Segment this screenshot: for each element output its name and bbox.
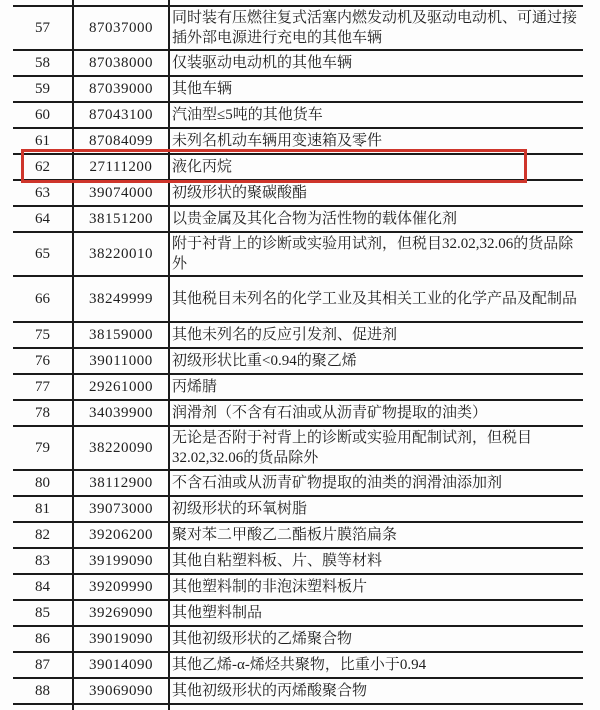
table-row [13, 626, 583, 652]
row-number-cell: 66 [13, 276, 73, 322]
description-cell: 丙烯腈 [172, 379, 218, 395]
description-cell: 其他初级形状的丙烯酸聚合物 [172, 683, 368, 699]
row-number-cell: 87 [13, 652, 73, 678]
column-divider-tick [168, 705, 170, 710]
hs-code-cell: 38112900 [73, 470, 169, 496]
table-row [13, 76, 583, 102]
table-row [13, 276, 583, 322]
description-cell: 汽油型≤5吨的其他货车 [172, 107, 323, 123]
description-cell: 其他初级形状的乙烯聚合物 [172, 631, 353, 647]
hs-code-cell: 38151200 [73, 206, 169, 232]
hs-code-cell: 39269090 [73, 600, 169, 626]
table-row [13, 400, 583, 426]
tariff-table [13, 5, 583, 705]
description-cell: 其他塑料制品 [172, 605, 263, 621]
hs-code-cell: 34039900 [73, 400, 169, 426]
column-divider-tick [72, 0, 74, 5]
hs-code-cell: 39074000 [73, 180, 169, 206]
hs-code-cell: 39206200 [73, 522, 169, 548]
table-row [13, 652, 583, 678]
column-divider-tick [72, 705, 74, 710]
row-number-cell: 82 [13, 522, 73, 548]
table-row [13, 206, 583, 232]
row-number-cell: 57 [13, 6, 73, 50]
table-row [13, 180, 583, 206]
description-cell: 初级形状的聚碳酸酯 [172, 185, 308, 201]
table-row [13, 232, 583, 276]
row-number-cell: 76 [13, 348, 73, 374]
hs-code-cell: 87039000 [73, 76, 169, 102]
description-cell: 初级形状比重<0.94的聚乙烯 [172, 353, 357, 369]
row-number-cell: 78 [13, 400, 73, 426]
description-cell: 其他塑料制的非泡沫塑料板片 [172, 579, 368, 595]
row-number-cell: 63 [13, 180, 73, 206]
hs-code-cell: 38249999 [73, 276, 169, 322]
hs-code-cell: 38159000 [73, 322, 169, 348]
row-number-cell: 58 [13, 50, 73, 76]
table-row [13, 50, 583, 76]
description-cell: 不含石油或从沥青矿物提取的油类的润滑油添加剂 [172, 475, 503, 491]
row-number-cell: 85 [13, 600, 73, 626]
hs-code-cell: 38220090 [73, 426, 169, 470]
table-row [13, 600, 583, 626]
row-number-cell: 60 [13, 102, 73, 128]
description-cell: 其他税目未列名的化学工业及其相关工业的化学产品及配制品 [172, 291, 578, 307]
table-row [13, 470, 583, 496]
table-row [13, 548, 583, 574]
hs-code-cell: 39011000 [73, 348, 169, 374]
row-number-cell: 64 [13, 206, 73, 232]
hs-code-cell: 39019090 [73, 626, 169, 652]
column-divider-tick [168, 0, 170, 5]
table-row [13, 374, 583, 400]
description-cell: 其他乙烯-α-烯烃共聚物，比重小于0.94 [172, 657, 427, 673]
description-cell: 同时装有压燃往复式活塞内燃发动机及驱动电动机、可通过接插外部电源进行充电的其他车辆 [172, 10, 578, 46]
description-cell: 润滑剂（不含有石油或从沥青矿物提取的油类） [172, 405, 488, 421]
hs-code-cell: 87038000 [73, 50, 169, 76]
row-number-cell: 83 [13, 548, 73, 574]
description-cell: 液化丙烷 [172, 159, 233, 175]
table-row [13, 574, 583, 600]
row-number-cell: 84 [13, 574, 73, 600]
description-cell: 无论是否附于衬背上的诊断或实验用配制试剂，但税目32.02,32.06的货品除外 [172, 430, 533, 466]
description-cell: 其他车辆 [172, 81, 233, 97]
tariff-table-body [13, 6, 583, 704]
row-number-cell: 81 [13, 496, 73, 522]
table-row [13, 678, 583, 704]
row-number-cell: 65 [13, 232, 73, 276]
table-row [13, 154, 583, 180]
row-number-cell: 62 [13, 154, 73, 180]
row-number-cell: 75 [13, 322, 73, 348]
description-cell: 以贵金属及其化合物为活性物的载体催化剂 [172, 211, 458, 227]
description-cell: 聚对苯二甲酸乙二酯板片膜箔扁条 [172, 527, 398, 543]
row-number-cell: 80 [13, 470, 73, 496]
description-cell: 初级形状的环氧树脂 [172, 501, 308, 517]
description-cell: 仅装驱动电动机的其他车辆 [172, 55, 353, 71]
table-row [13, 496, 583, 522]
description-cell: 其他自粘塑料板、片、膜等材料 [172, 553, 383, 569]
hs-code-cell: 39014090 [73, 652, 169, 678]
hs-code-cell: 29261000 [73, 374, 169, 400]
row-number-cell: 59 [13, 76, 73, 102]
hs-code-cell: 39209990 [73, 574, 169, 600]
row-number-cell: 77 [13, 374, 73, 400]
row-number-cell: 61 [13, 128, 73, 154]
hs-code-cell: 27111200 [73, 154, 169, 180]
table-row [13, 128, 583, 154]
hs-code-cell: 39199090 [73, 548, 169, 574]
table-row [13, 348, 583, 374]
description-cell: 未列名机动车辆用变速箱及零件 [172, 133, 383, 149]
hs-code-cell: 38220010 [73, 232, 169, 276]
row-number-cell: 86 [13, 626, 73, 652]
hs-code-cell: 39069090 [73, 678, 169, 704]
hs-code-cell: 87084099 [73, 128, 169, 154]
hs-code-cell: 87037000 [73, 6, 169, 50]
description-cell: 其他未列名的反应引发剂、促进剂 [172, 327, 398, 343]
description-cell: 附于衬背上的诊断或实验用试剂，但税目32.02,32.06的货品除外 [172, 236, 574, 272]
row-number-cell: 79 [13, 426, 73, 470]
table-row [13, 6, 583, 50]
table-row [13, 102, 583, 128]
table-row [13, 426, 583, 470]
row-number-cell: 88 [13, 678, 73, 704]
hs-code-cell: 87043100 [73, 102, 169, 128]
table-row [13, 522, 583, 548]
table-row [13, 322, 583, 348]
hs-code-cell: 39073000 [73, 496, 169, 522]
